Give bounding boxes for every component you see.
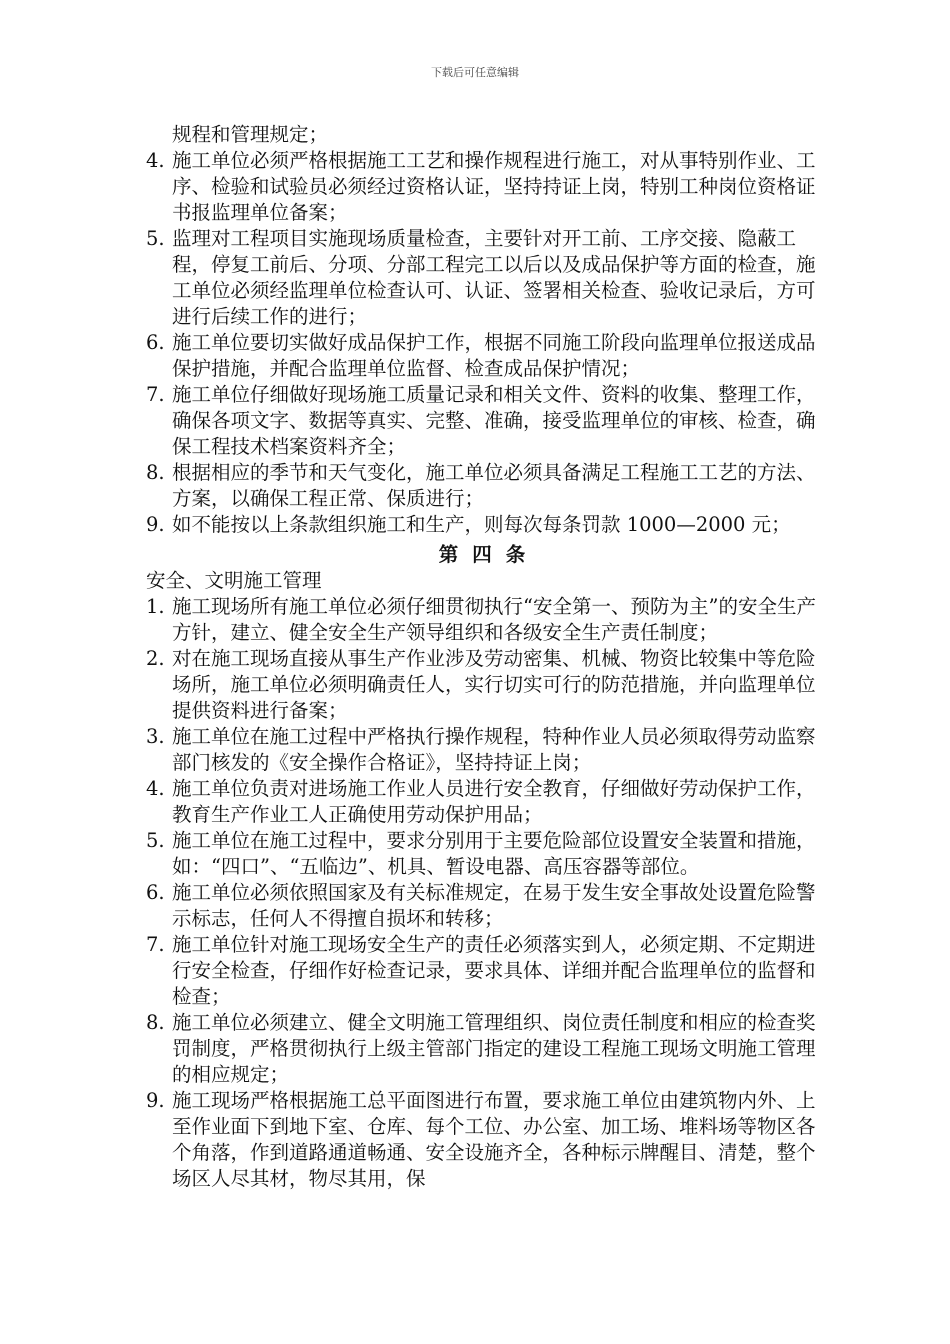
page-header: 下载后可任意编辑 — [431, 66, 519, 79]
item-text: 根据相应的季节和天气变化，施工单位必须具备满足工程施工工艺的方法、方案，以确保工程正常、保质进行； — [172, 461, 816, 510]
section-title: 第四条 — [438, 543, 540, 566]
continuation-text: 规程和管理规定； — [172, 123, 329, 146]
item-number: 5. — [146, 829, 165, 852]
item-text: 施工单位要切实做好成品保护工作，根据不同施工阶段向监理单位报送成品保护措施，并配合监理单位监督、检查成品保护情况； — [172, 331, 816, 380]
item-number: 6. — [146, 331, 165, 354]
item-text: 施工单位针对施工现场安全生产的责任必须落实到人，必须定期、不定期进行安全检查，仔细作好检查记录，要求具体、详细并配合监理单位的监督和检查； — [172, 933, 816, 1008]
item-number: 1. — [146, 595, 165, 618]
item-text: 施工单位必须依照国家及有关标准规定，在易于发生安全事故处设置危险警示标志，任何人不得擅自损坏和转移； — [172, 881, 816, 930]
item-number: 8. — [146, 461, 165, 484]
item-number: 9. — [146, 513, 165, 536]
list-item — [146, 1088, 818, 1192]
list-item — [146, 148, 818, 226]
item-number: 4. — [146, 777, 165, 800]
list-item — [146, 880, 818, 932]
list-safety — [146, 594, 818, 1192]
list-item — [146, 932, 818, 1010]
list-item — [146, 226, 818, 330]
item-text: 施工单位仔细做好现场施工质量记录和相关文件、资料的收集、整理工作，确保各项文字、数据等真实、完整、准确，接受监理单位的审核、检查，确保工程技术档案资料齐全； — [172, 383, 816, 458]
list-item — [146, 594, 818, 646]
item-number: 6. — [146, 881, 165, 904]
list-item — [146, 382, 818, 460]
item-text: 对在施工现场直接从事生产作业涉及劳动密集、机械、物资比较集中等危险场所，施工单位必须明确责任人，实行切实可行的防范措施，并向监理单位提供资料进行备案； — [172, 647, 816, 722]
list-item — [146, 776, 818, 828]
item-text: 施工现场严格根据施工总平面图进行布置，要求施工单位由建筑物内外、上至作业面下到地下室、仓库、每个工位、办公室、加工场、堆料场等物区各个角落，作到道路通道畅通、安全设施齐全，各种标示牌醒目、清楚，整个场区人尽其材，物尽其用，保 — [172, 1089, 816, 1190]
item-number: 2. — [146, 647, 165, 670]
item-number: 7. — [146, 383, 165, 406]
list-item — [146, 330, 818, 382]
item-text: 如不能按以上条款组织施工和生产，则每次每条罚款 1000—2000 元； — [172, 513, 791, 536]
item-text: 施工单位必须严格根据施工工艺和操作规程进行施工，对从事特别作业、工序、检验和试验员必须经过资格认证，坚持持证上岗，特别工种岗位资格证书报监理单位备案； — [172, 149, 816, 224]
item-text: 施工单位负责对进场施工作业人员进行安全教育，仔细做好劳动保护工作，教育生产作业工人正确使用劳动保护用品； — [172, 777, 816, 826]
item-number: 8. — [146, 1011, 165, 1034]
item-text: 施工单位在施工过程中严格执行操作规程，特种作业人员必须取得劳动监察部门核发的《安全操作合格证》，坚持持证上岗； — [172, 725, 816, 774]
item-text: 施工现场所有施工单位必须仔细贯彻执行“安全第一、预防为主”的安全生产方针，建立、健全安全生产领导组织和各级安全生产责任制度； — [172, 595, 816, 644]
item-text: 监理对工程项目实施现场质量检查，主要针对开工前、工序交接、隐蔽工程，停复工前后、分项、分部工程完工以后以及成品保护等方面的检查，施工单位必须经监理单位检查认可、认证、签署相关检查、验收记录后，方可进行后续工作的进行； — [172, 227, 816, 328]
list-item — [146, 512, 818, 538]
item-text: 施工单位必须建立、健全文明施工管理组织、岗位责任制度和相应的检查奖罚制度，严格贯彻执行上级主管部门指定的建设工程施工现场文明施工管理的相应规定； — [172, 1011, 816, 1086]
list-item — [146, 724, 818, 776]
list-item — [146, 828, 818, 880]
item-number: 9. — [146, 1089, 165, 1112]
item-number: 3. — [146, 725, 165, 748]
item-number: 4. — [146, 149, 165, 172]
item-number: 7. — [146, 933, 165, 956]
document-body — [146, 122, 818, 1192]
list-item — [146, 460, 818, 512]
item-text: 施工单位在施工过程中，要求分别用于主要危险部位设置安全装置和措施，如：“四口”、“五临边”、机具、暂设电器、高压容器等部位。 — [172, 829, 816, 878]
list-item — [146, 1010, 818, 1088]
list-item — [146, 646, 818, 724]
list-quality — [146, 148, 818, 538]
item-number: 5. — [146, 227, 165, 250]
section-subtitle: 安全、文明施工管理 — [146, 569, 322, 592]
